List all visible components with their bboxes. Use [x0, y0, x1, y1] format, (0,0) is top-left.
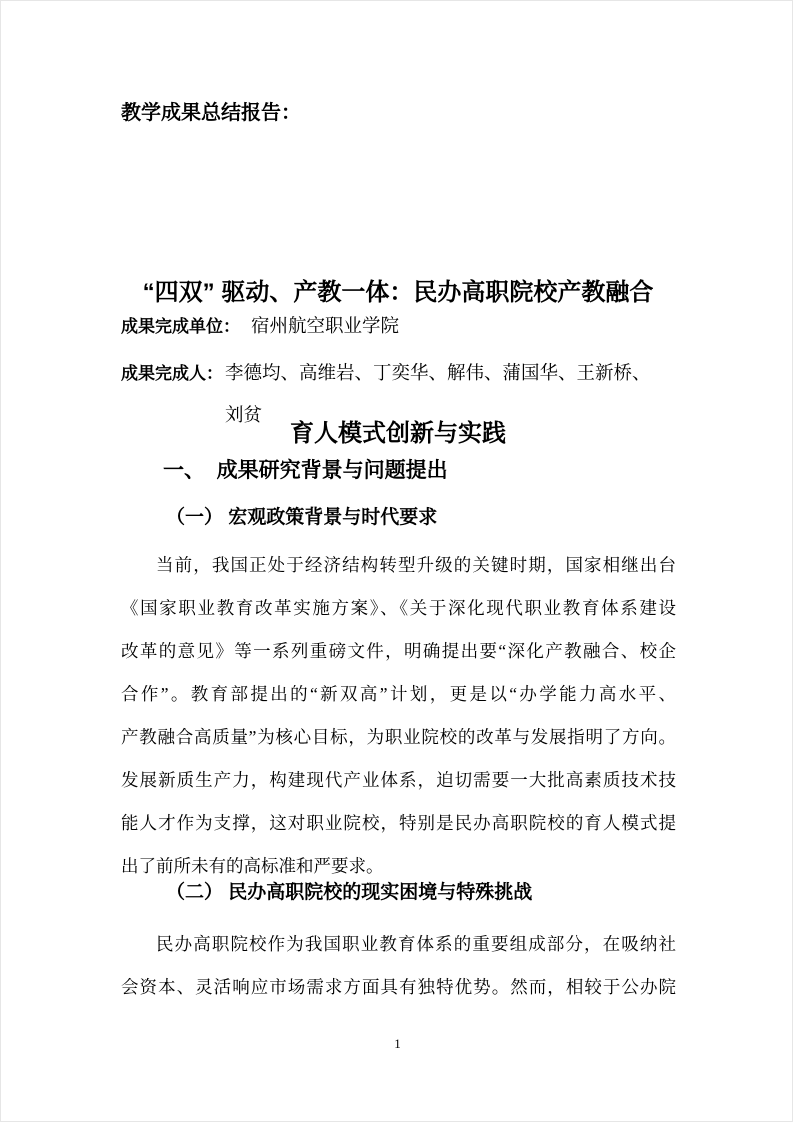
paragraph-line: 会资本、灵活响应市场需求方面具有独特优势。然而，相较于公办院: [121, 977, 676, 997]
page-number: 1: [394, 1036, 401, 1051]
paragraph-line: 改革的意见》等一系列重磅文件，明确提出要“深化产教融合、校企: [121, 641, 676, 661]
paragraph-2: [121, 923, 676, 1009]
paragraph-line: 当前，我国正处于经济结构转型升级的关键时期，国家相继出台: [156, 555, 676, 575]
section-heading-1: 一、 成果研究背景与问题提出: [163, 459, 448, 482]
subsection-heading-2: （二） 民办高职院校的现实困境与特殊挑战: [166, 882, 533, 903]
paragraph-line: 产教融合高质量”为核心目标，为职业院校的改革与发展指明了方向。: [121, 727, 676, 747]
report-type-label: 教学成果总结报告：: [121, 102, 301, 124]
authors-names-line-2: 刘贫: [225, 406, 263, 426]
paragraph-line: 合作”。教育部提出的“新双高”计划，更是以“办学能力高水平、: [121, 684, 676, 704]
paragraph-line: 《国家职业教育改革实施方案》、《关于深化现代职业教育体系建设: [121, 598, 676, 618]
completing-unit-row: [121, 314, 674, 340]
authors-row: [121, 353, 674, 437]
unit-value: 宿州航空职业学院: [251, 317, 400, 337]
authors-label: 成果完成人：: [121, 364, 223, 383]
authors-names: [225, 353, 651, 437]
title-line-2: 育人模式创新与实践: [290, 420, 506, 447]
authors-names-line-1: 李德均、高维岩、丁奕华、解伟、蒲国华、王新桥、: [225, 364, 651, 384]
title-line-1: “四双” 驱动、产教一体：民办高职院校产教融合: [142, 279, 654, 306]
paragraph-line: 发展新质生产力，构建现代产业体系，迫切需要一大批高素质技术技: [121, 770, 676, 790]
paragraph-line: 能人才作为支撑，这对职业院校，特别是民办高职院校的育人模式提: [121, 813, 676, 833]
unit-label: 成果完成单位：: [121, 317, 240, 336]
paragraph-line: 民办高职院校作为我国职业教育体系的重要组成部分，在吸纳社: [156, 934, 676, 954]
paragraph-line: 出了前所未有的高标准和严要求。: [121, 856, 384, 876]
subsection-heading-1: （一） 宏观政策背景与时代要求: [166, 507, 438, 528]
paragraph-1: [121, 544, 676, 888]
